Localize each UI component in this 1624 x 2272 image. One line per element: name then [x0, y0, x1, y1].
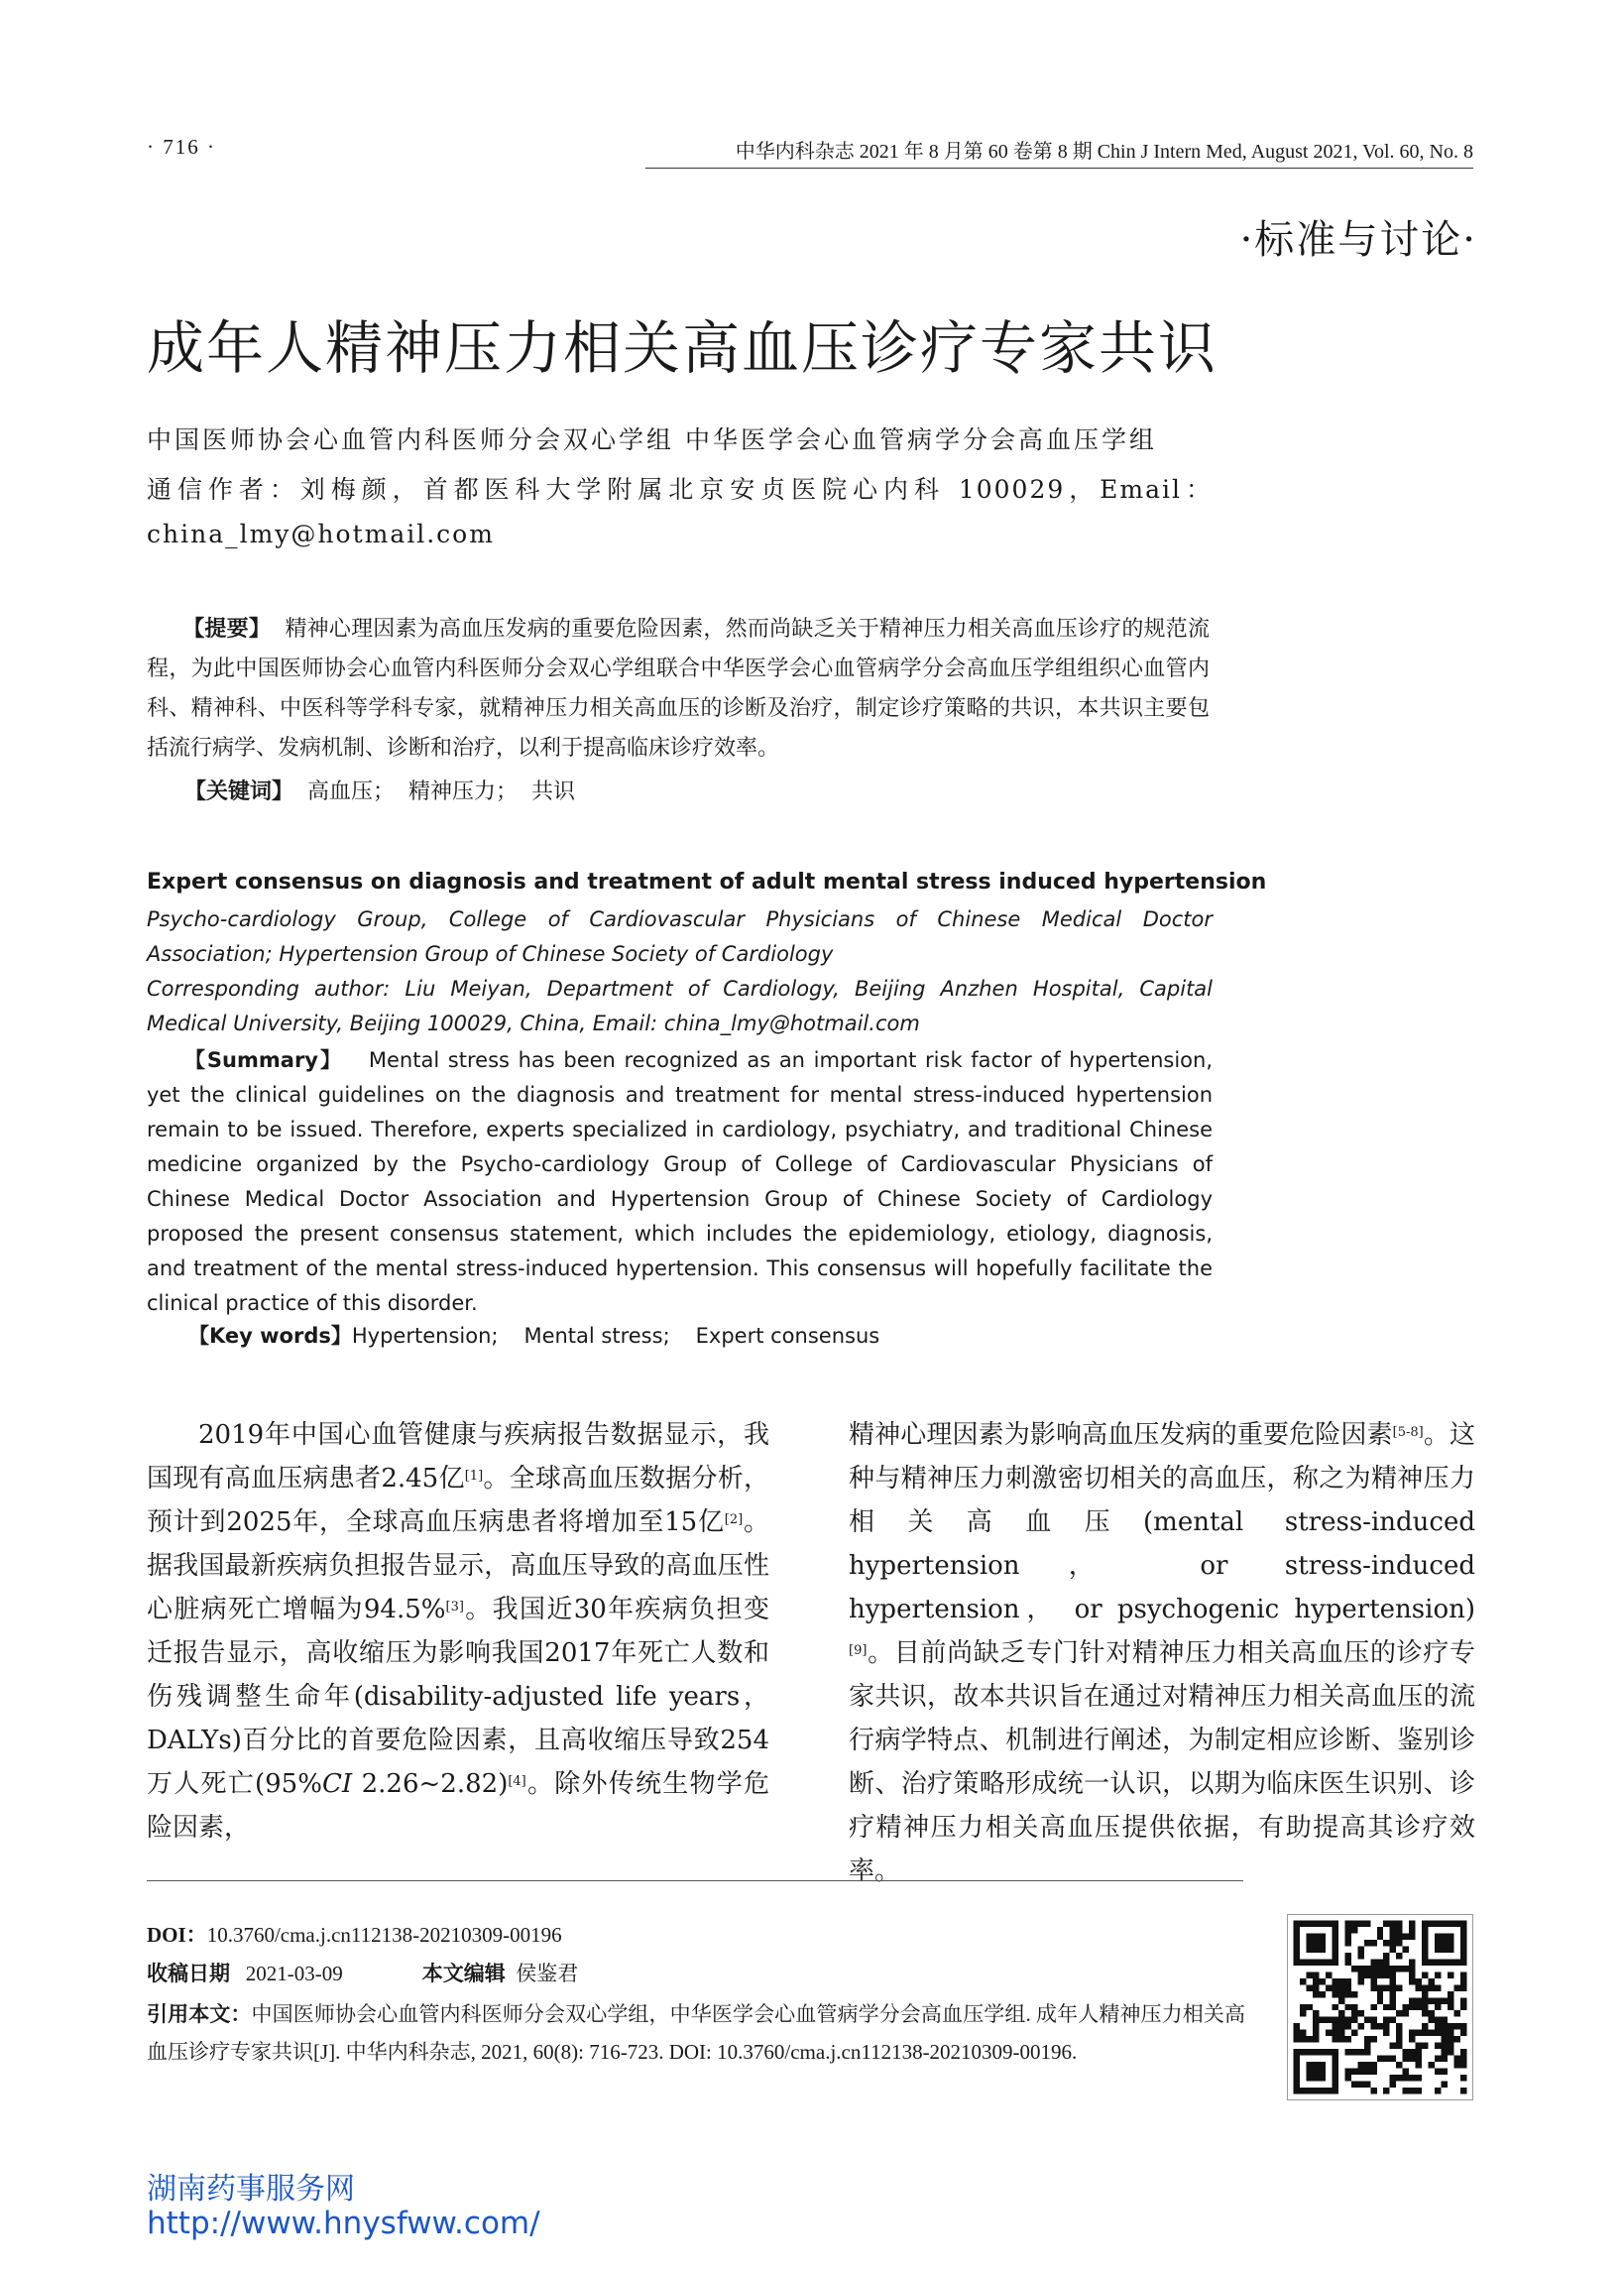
body-text: 。除外传统生物学危险因素，: [147, 1769, 769, 1843]
summary-text: Mental stress has been recognized as an important risk factor of hypertension, yet the clinical guidelines on the diagnosis and treatment for mental stress-induced hypertension remain to be issued. Therefore, experts specialized in cardiology, psychiatry, and traditional Chinese medicine organized by the Psycho-cardiology Group of College of Cardiovascular Physicians of Chinese Medical Doctor Association and Hypertension Group of Chinese Society of Cardiology proposed the present consensus statement, which includes the epidemiology, etiology, diagnosis, and treatment of the mental stress-induced hypertension. This consensus will hopefully facilitate the clinical practice of this disorder.: [147, 1048, 1213, 1315]
keywords-cn: [184, 772, 575, 812]
body-text: 。全球高血压数据分析，预计到2025年，全球高血压病患者将增加至15亿: [147, 1464, 769, 1537]
doi-value: 10.3760/cma.j.cn112138-20210309-00196: [206, 1923, 562, 1947]
column-name: ·标准与讨论·: [1239, 217, 1477, 263]
body-text: 。据我国最新疾病负担报告显示，高血压导致的高血压性心脏病死亡增幅为94.5%: [147, 1507, 769, 1624]
editor-label: 本文编辑: [421, 1962, 506, 1985]
editor-name: 侯鉴君: [516, 1962, 579, 1985]
received-date: 2021-03-09: [245, 1962, 343, 1985]
body-text: 2.26~2.82): [352, 1769, 509, 1799]
reference-mark: [1]: [464, 1469, 484, 1484]
body-text: 。我国近30年疾病负担变迁报告显示，高收缩压为影响我国2017年死亡人数和伤残调整生命年(disability-adjusted life years，DALYs)百分比的首要危险因素，且高收缩压导致254万人死亡(95%: [147, 1595, 769, 1799]
abstract-en-corresponding: Corresponding author: Liu Meiyan, Department of Cardiology, Beijing Anzhen Hospital, Capital Medical University, Beijing 100029, China, Email: china_lmy@hotmail.com: [147, 977, 1213, 1035]
body-text: 。这种与精神压力刺激密切相关的高血压，称之为精神压力相关高血压(mental stress-induced hypertension， or stress-induced hypertension， or psychogenic hypertension): [849, 1420, 1475, 1624]
doi-label: DOI：: [147, 1923, 207, 1947]
keywords-en: [188, 1319, 879, 1354]
citation: [147, 1995, 1245, 2071]
abstract-en-affiliation: Psycho-cardiology Group, College of Cardiovascular Physicians of Chinese Medical Doctor Association; Hypertension Group of Chinese Society of Cardiology: [147, 907, 1213, 966]
reference-mark: [4]: [508, 1774, 526, 1789]
author-groups: 中国医师协会心血管内科医师分会双心学组 中华医学会心血管病学分会高血压学组: [147, 425, 1157, 454]
keywords-cn-label: 【关键词】: [184, 778, 294, 804]
keyword-en: Mental stress;: [523, 1324, 670, 1348]
corresponding-author: 通信作者：刘梅颜，首都医科大学附属北京安贞医院心内科 100029，Email：china_lmy@hotmail.com: [147, 475, 1213, 548]
keyword-en: Hypertension;: [351, 1324, 499, 1348]
body-column-left: [147, 1413, 769, 1850]
citation-text: 中国医师协会心血管内科医师分会双心学组，中华医学会心血管病学分会高血压学组. 成年人精神压力相关高血压诊疗专家共识[J]. 中华内科杂志, 2021, 60(8): 716-723. DOI: 10.3760/cma.j.cn112138-20210309-00196.: [147, 2002, 1245, 2064]
abstract-cn-label: 【提要】: [182, 616, 272, 642]
qr-code-icon: [1287, 1914, 1473, 2100]
citation-label: 引用本文：: [147, 2002, 252, 2026]
body-column-right: [849, 1413, 1475, 1893]
footnote-rule: [147, 1880, 1243, 1881]
reference-mark: [9]: [849, 1643, 868, 1658]
abstract-cn: [147, 609, 1210, 769]
doi-line: [147, 1919, 562, 1949]
watermark-url: http://www.hnysfww.com/: [147, 2206, 540, 2241]
abstract-en-title: Expert consensus on diagnosis and treatment of adult mental stress induced hypertension: [147, 870, 1267, 895]
reference-mark: [2]: [724, 1512, 744, 1527]
running-head: 中华内科杂志 2021 年 8 月第 60 卷第 8 期 Chin J Intern Med, August 2021, Vol. 60, No. 8: [645, 135, 1473, 169]
watermark-name: 湖南药事服务网: [147, 2172, 355, 2207]
reference-mark: [5-8]: [1392, 1425, 1424, 1440]
keyword-cn: 共识: [531, 779, 576, 804]
ci-italic: CI: [321, 1769, 353, 1799]
keywords-en-label: 【Key words】: [188, 1324, 352, 1348]
keyword-cn: 高血压；: [307, 779, 396, 804]
summary-label: 【Summary】: [182, 1048, 343, 1072]
reference-mark: [3]: [445, 1600, 464, 1614]
page-number: · 716 ·: [147, 135, 216, 159]
keyword-en: Expert consensus: [695, 1324, 880, 1348]
body-text: 2019年中国心血管健康与疾病报告数据显示，我国现有高血压病患者2.45亿: [147, 1420, 769, 1494]
article-title: 成年人精神压力相关高血压诊疗专家共识: [147, 314, 1218, 382]
received-label: 收稿日期: [147, 1962, 230, 1985]
abstract-en-summary: [147, 1043, 1213, 1321]
abstract-cn-text: 精神心理因素为高血压发病的重要危险因素，然而尚缺乏关于精神压力相关高血压诊疗的规范流程，为此中国医师协会心血管内科医师分会双心学组联合中华医学会心血管病学分会高血压学组组织心血管内科、精神科、中医科等学科专家，就精神压力相关高血压的诊断及治疗，制定诊疗策略的共识，本共识主要包括流行病学、发病机制、诊断和治疗，以利于提高临床诊疗效率。: [147, 617, 1210, 761]
body-text: 精神心理因素为影响高血压发病的重要危险因素: [849, 1420, 1393, 1450]
body-text: 。目前尚缺乏专门针对精神压力相关高血压的诊疗专家共识，故本共识旨在通过对精神压力相关高血压的流行病学特点、机制进行阐述，为制定相应诊断、鉴别诊断、治疗策略形成统一认识，以期为临床医生识别、诊疗精神压力相关高血压提供依据，有助提高其诊疗效率。: [849, 1638, 1475, 1886]
keyword-cn: 精神压力；: [408, 779, 519, 804]
received-line: [147, 1958, 578, 1987]
